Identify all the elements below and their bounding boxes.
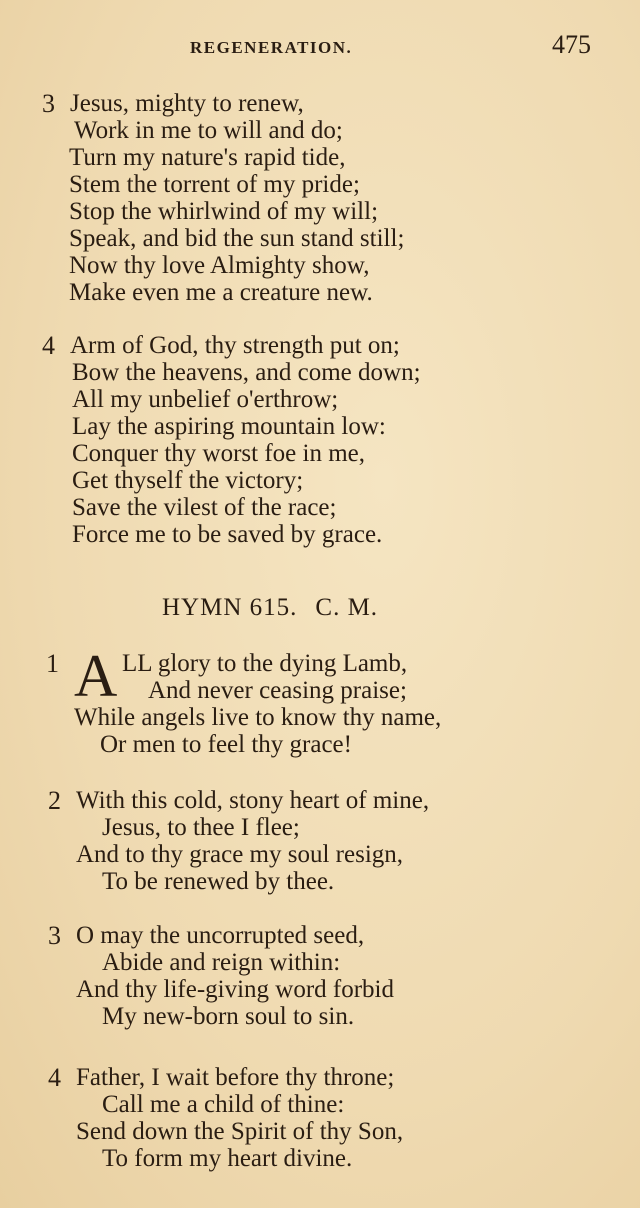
verse-line: Stem the torrent of my pride; bbox=[69, 171, 360, 198]
drop-cap: A bbox=[74, 643, 118, 709]
verse-line: My new-born soul to sin. bbox=[102, 1003, 355, 1030]
verse-line: Save the vilest of the race; bbox=[72, 494, 337, 521]
verse-number: 3 bbox=[42, 89, 55, 118]
page-number: 475 bbox=[552, 30, 591, 59]
verse-line: To form my heart divine. bbox=[102, 1145, 353, 1172]
verse-line: Father, I wait before thy throne; bbox=[76, 1064, 395, 1091]
verse-line: Arm of God, thy strength put on; bbox=[70, 332, 400, 359]
hymn-meter: C. M. bbox=[315, 594, 379, 621]
verse-line: Bow the heavens, and come down; bbox=[72, 359, 421, 386]
verse-line: And to thy grace my soul resign, bbox=[76, 841, 404, 868]
verse-line: Now thy love Almighty show, bbox=[69, 252, 370, 279]
verse-line: And never ceasing praise; bbox=[148, 677, 407, 704]
verse-line: And thy life-giving word forbid bbox=[76, 976, 395, 1003]
verse-line: LL glory to the dying Lamb, bbox=[122, 650, 408, 677]
hymn-title bbox=[162, 594, 378, 622]
verse-number: 4 bbox=[42, 331, 55, 360]
verse-line: Jesus, mighty to renew, bbox=[70, 90, 304, 117]
verse-line: Make even me a creature new. bbox=[69, 279, 373, 306]
verse-line: Send down the Spirit of thy Son, bbox=[76, 1118, 404, 1145]
verse-line: Conquer thy worst foe in me, bbox=[72, 440, 366, 467]
verse-line: Work in me to will and do; bbox=[74, 117, 343, 144]
verse-number: 4 bbox=[48, 1063, 61, 1092]
hymn-number: HYMN 615. bbox=[162, 594, 298, 621]
verse-line: Call me a child of thine: bbox=[102, 1091, 345, 1118]
verse-line: Lay the aspiring mountain low: bbox=[72, 413, 386, 440]
verse-number: 3 bbox=[48, 921, 61, 950]
verse-number: 2 bbox=[48, 786, 61, 815]
verse-line: Abide and reign within: bbox=[102, 949, 341, 976]
verse-line: Or men to feel thy grace! bbox=[100, 731, 352, 758]
verse-line: While angels live to know thy name, bbox=[74, 704, 442, 731]
verse-line: Force me to be saved by grace. bbox=[72, 521, 383, 548]
verse-line: All my unbelief o'erthrow; bbox=[72, 386, 339, 413]
running-head: REGENERATION. bbox=[190, 38, 353, 57]
verse-line: Get thyself the victory; bbox=[72, 467, 304, 494]
verse-line: Turn my nature's rapid tide, bbox=[69, 144, 346, 171]
verse-line: O may the uncorrupted seed, bbox=[76, 922, 365, 949]
verse-line: With this cold, stony heart of mine, bbox=[76, 787, 430, 814]
verse-line: Stop the whirlwind of my will; bbox=[69, 198, 379, 225]
verse-number: 1 bbox=[46, 649, 59, 678]
verse-line: To be renewed by thee. bbox=[102, 868, 335, 895]
verse-line: Speak, and bid the sun stand still; bbox=[69, 225, 405, 252]
verse-line: Jesus, to thee I flee; bbox=[102, 814, 300, 841]
